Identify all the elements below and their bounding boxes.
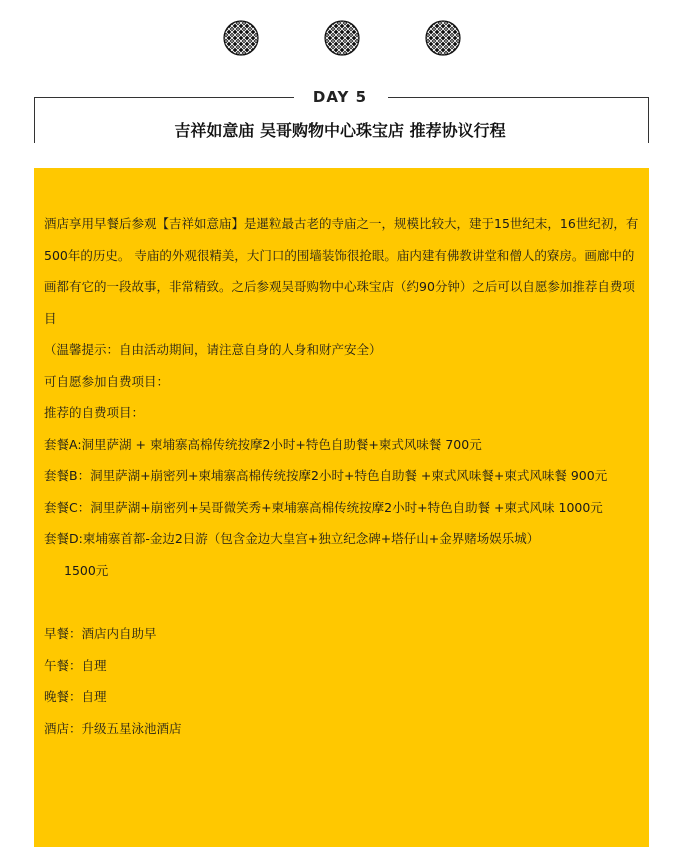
ornament-row [0,20,680,60]
optional-title: 可自愿参加自费项目： [44,373,170,389]
intro-paragraph: 酒店享用早餐后参观【吉祥如意庙】是暹粒最古老的寺庙之一，规模比较大，建于15世纪末，16世纪初，有500年的历史。 寺庙的外观很精美，大门口的围墙装饰很抢眼。庙内建有佛教讲堂和僧人的寮房。画廊中的画都有它的一段故事，非常精致。之后参观吴哥购物中心珠宝店（约90分钟）之后可以自愿参加推荐自费项目 [44,216,639,326]
package-d: 套餐D:柬埔寨首都-金边2日游（包含金边大皇宫+独立纪念碑+塔仔山+金界赌场娱乐城） [44,531,540,546]
ornament-icon [425,20,461,56]
package-b: 套餐B：洞里萨湖+崩密列+柬埔寨高棉传统按摩2小时+特色自助餐 +柬式风味餐+柬式风味餐 900元 [44,468,608,483]
spacer [44,586,640,618]
hotel: 酒店：升级五星泳池酒店 [44,720,182,736]
package-c: 套餐C：洞里萨湖+崩密列+吴哥微笑秀+柬埔寨高棉传统按摩2小时+特色自助餐 +柬式风味 1000元 [44,499,603,515]
lunch: 午餐：自理 [44,657,107,673]
ornament-icon [223,20,259,56]
package-a: 套餐A:洞里萨湖 + 柬埔寨高棉传统按摩2小时+特色自助餐+柬式风味餐 700元 [44,436,482,452]
package-d-price: 1500元 [64,562,109,578]
ornament-icon [324,20,360,56]
day-label: DAY 5 [312,88,368,106]
dinner: 晚餐：自理 [44,689,107,704]
recommended-title: 推荐的自费项目： [44,405,145,420]
itinerary-content [44,208,640,744]
breakfast: 早餐：酒店内自助早 [44,626,157,641]
page-title: 吉祥如意庙 吴哥购物中心珠宝店 推荐协议行程 [174,121,506,140]
tip-text: （温馨提示：自由活动期间，请注意自身的人身和财产安全） [44,342,382,357]
